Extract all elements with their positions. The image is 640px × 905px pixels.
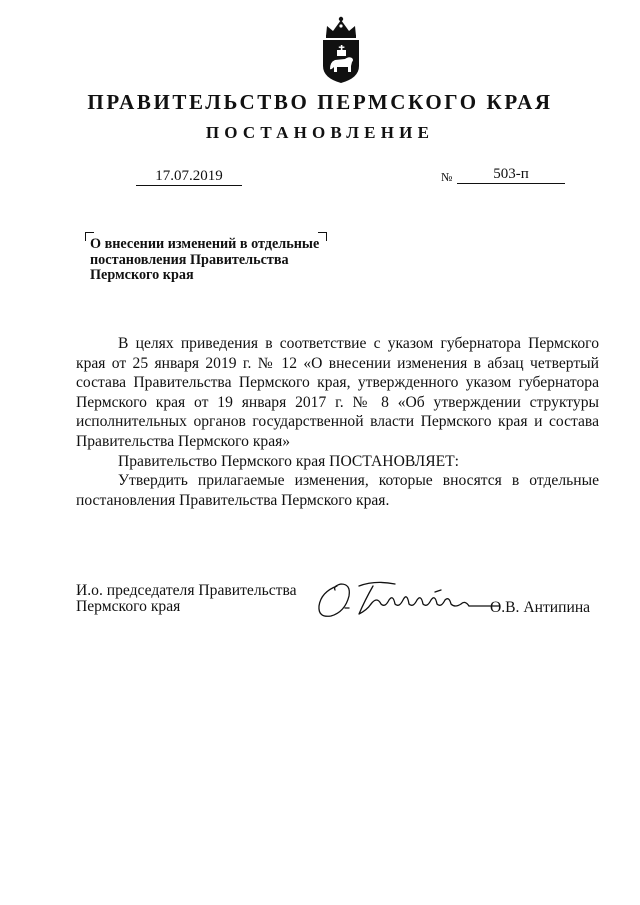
subject-line: О внесении изменений в отдельные — [90, 236, 320, 252]
signer-position — [76, 583, 297, 615]
signer-position-line: И.о. председателя Правительства — [76, 582, 297, 599]
subject-line: Пермского края — [90, 267, 194, 283]
coat-of-arms-icon — [318, 14, 364, 84]
body-paragraph-resolves: Правительство Пермского края ПОСТАНОВЛЯЕТ: — [118, 452, 459, 470]
body-paragraph-decision: Утвердить прилагаемые изменения, которые вносятся в отдельные постановления Правительства Пермского края. — [76, 472, 599, 509]
document-body — [76, 334, 599, 510]
handwritten-signature — [315, 578, 500, 620]
body-paragraph-preamble: В целях приведения в соответствие с указом губернатора Пермского края от 25 января 2019 г. № 12 «О внесении изменения в абзац четвертый состава Правительства Пермского края, утвержденного указом губернатора Пермского края от 19 января 2017 г. № 8 «Об утверждении структуры исполнительных органов государственной власти Пермского края и состава Правительства Пермского края» — [76, 335, 599, 450]
document-number: 503-п — [457, 166, 565, 184]
signer-position-line: Пермского края — [76, 598, 181, 615]
signer-name: О.В. Антипина — [490, 599, 591, 616]
document-subject — [90, 237, 350, 284]
document-number-label: № — [441, 170, 453, 184]
subject-line: постановления Правительства — [90, 251, 289, 268]
document-type-title: ПОСТАНОВЛЕНИЕ — [205, 123, 435, 142]
organization-title: ПРАВИТЕЛЬСТВО ПЕРМСКОГО КРАЯ — [87, 90, 553, 114]
document-date: 17.07.2019 — [136, 168, 242, 186]
